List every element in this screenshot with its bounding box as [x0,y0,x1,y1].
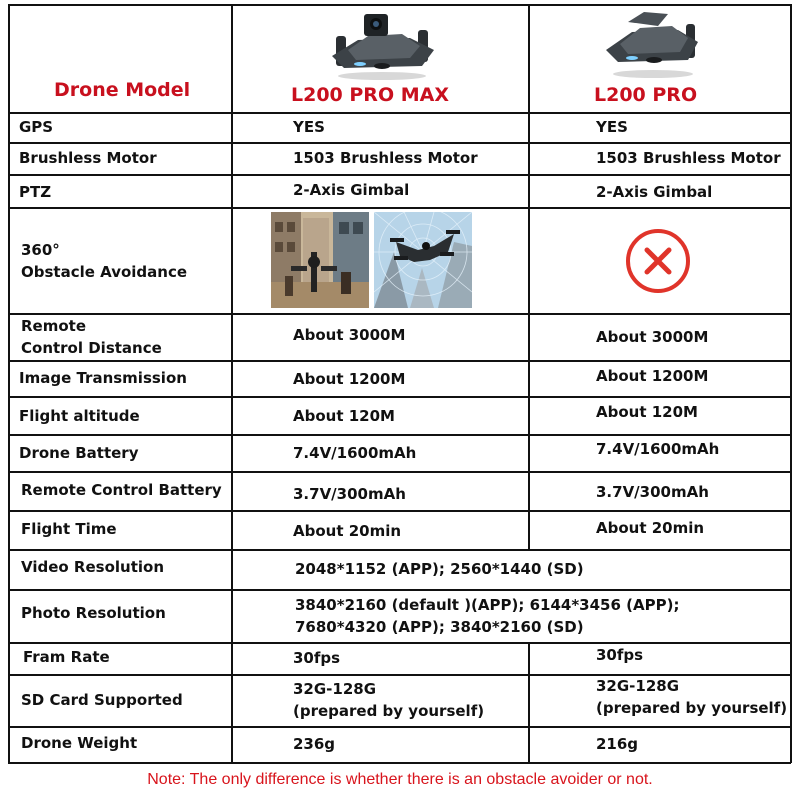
not-supported-cross-icon [623,226,693,296]
row-label-obstacle-2: Obstacle Avoidance [21,263,188,281]
value-b-battery: 7.4V/1600mAh [596,440,720,458]
value-b-frame-rate: 30fps [596,646,644,664]
value-b-flight-time: About 20min [596,519,705,537]
value-video-merged: 2048*1152 (APP); 2560*1440 (SD) [295,560,584,578]
value-b-altitude: About 120M [596,403,698,421]
row-label-sd-card: SD Card Supported [21,691,183,709]
row-label-flight-time: Flight Time [21,520,117,538]
row-line [8,589,791,591]
row-line [8,360,791,362]
row-line [8,642,791,644]
row-line [8,471,791,473]
row-line [8,434,791,436]
value-a-transmission: About 1200M [293,370,406,388]
value-a-sd-card-1: 32G-128G [293,680,377,698]
row-label-rc-battery: Remote Control Battery [21,481,222,499]
value-b-weight: 216g [596,735,639,753]
value-b-transmission: About 1200M [596,367,709,385]
drone-pro-image [598,6,708,80]
value-a-weight: 236g [293,735,336,753]
header-label: Drone Model [54,79,191,101]
row-label-motor: Brushless Motor [19,149,157,167]
value-a-rc-battery: 3.7V/300mAh [293,485,406,503]
row-line [8,142,791,144]
value-a-altitude: About 120M [293,407,395,425]
row-label-frame-rate: Fram Rate [23,648,110,666]
obstacle-photo-street [271,212,369,308]
header-model-a: L200 PRO MAX [291,84,449,106]
row-label-battery: Drone Battery [19,444,139,462]
value-b-gps: YES [596,118,628,136]
row-line [8,726,791,728]
value-photo-merged-2: 7680*4320 (APP); 3840*2160 (SD) [295,618,584,636]
row-line [8,510,791,512]
row-line [8,174,791,176]
row-label-weight: Drone Weight [21,734,138,752]
drone-pro-max-image [318,6,446,82]
row-line [8,396,791,398]
value-a-gps: YES [293,118,325,136]
value-b-rc-battery: 3.7V/300mAh [596,483,709,501]
value-photo-merged-1: 3840*2160 (default )(APP); 6144*3456 (APP); [295,596,680,614]
table-divider-2 [528,4,530,549]
value-b-motor: 1503 Brushless Motor [596,149,781,167]
row-line [8,112,791,114]
table-divider-2b [528,642,530,763]
row-label-remote-2: Control Distance [21,339,162,357]
row-label-gps: GPS [19,118,54,136]
value-a-flight-time: About 20min [293,522,402,540]
value-a-remote: About 3000M [293,326,406,344]
row-label-remote-1: Remote [21,317,87,335]
value-b-remote: About 3000M [596,328,709,346]
value-a-frame-rate: 30fps [293,649,341,667]
value-b-sd-card-1: 32G-128G [596,677,680,695]
row-line [8,313,791,315]
row-label-obstacle-1: 360° [21,241,60,259]
row-line [8,549,791,551]
table-divider-1 [231,4,233,763]
row-label-ptz: PTZ [19,183,52,201]
value-a-motor: 1503 Brushless Motor [293,149,478,167]
value-a-ptz: 2-Axis Gimbal [293,181,410,199]
value-a-battery: 7.4V/1600mAh [293,444,417,462]
table-border-right [790,4,792,763]
header-model-b: L200 PRO [594,84,698,106]
obstacle-photo-drone [374,212,472,308]
row-label-altitude: Flight altitude [19,407,140,425]
row-label-transmission: Image Transmission [19,369,187,387]
row-label-photo: Photo Resolution [21,604,166,622]
footnote: Note: The only difference is whether there is an obstacle avoider or not. [147,771,653,788]
row-line [8,207,791,209]
table-border-bottom [8,762,791,764]
value-b-sd-card-2: (prepared by yourself) [596,699,788,717]
value-a-sd-card-2: (prepared by yourself) [293,702,485,720]
row-label-video: Video Resolution [21,558,164,576]
table-border-left [8,4,10,763]
value-b-ptz: 2-Axis Gimbal [596,183,713,201]
